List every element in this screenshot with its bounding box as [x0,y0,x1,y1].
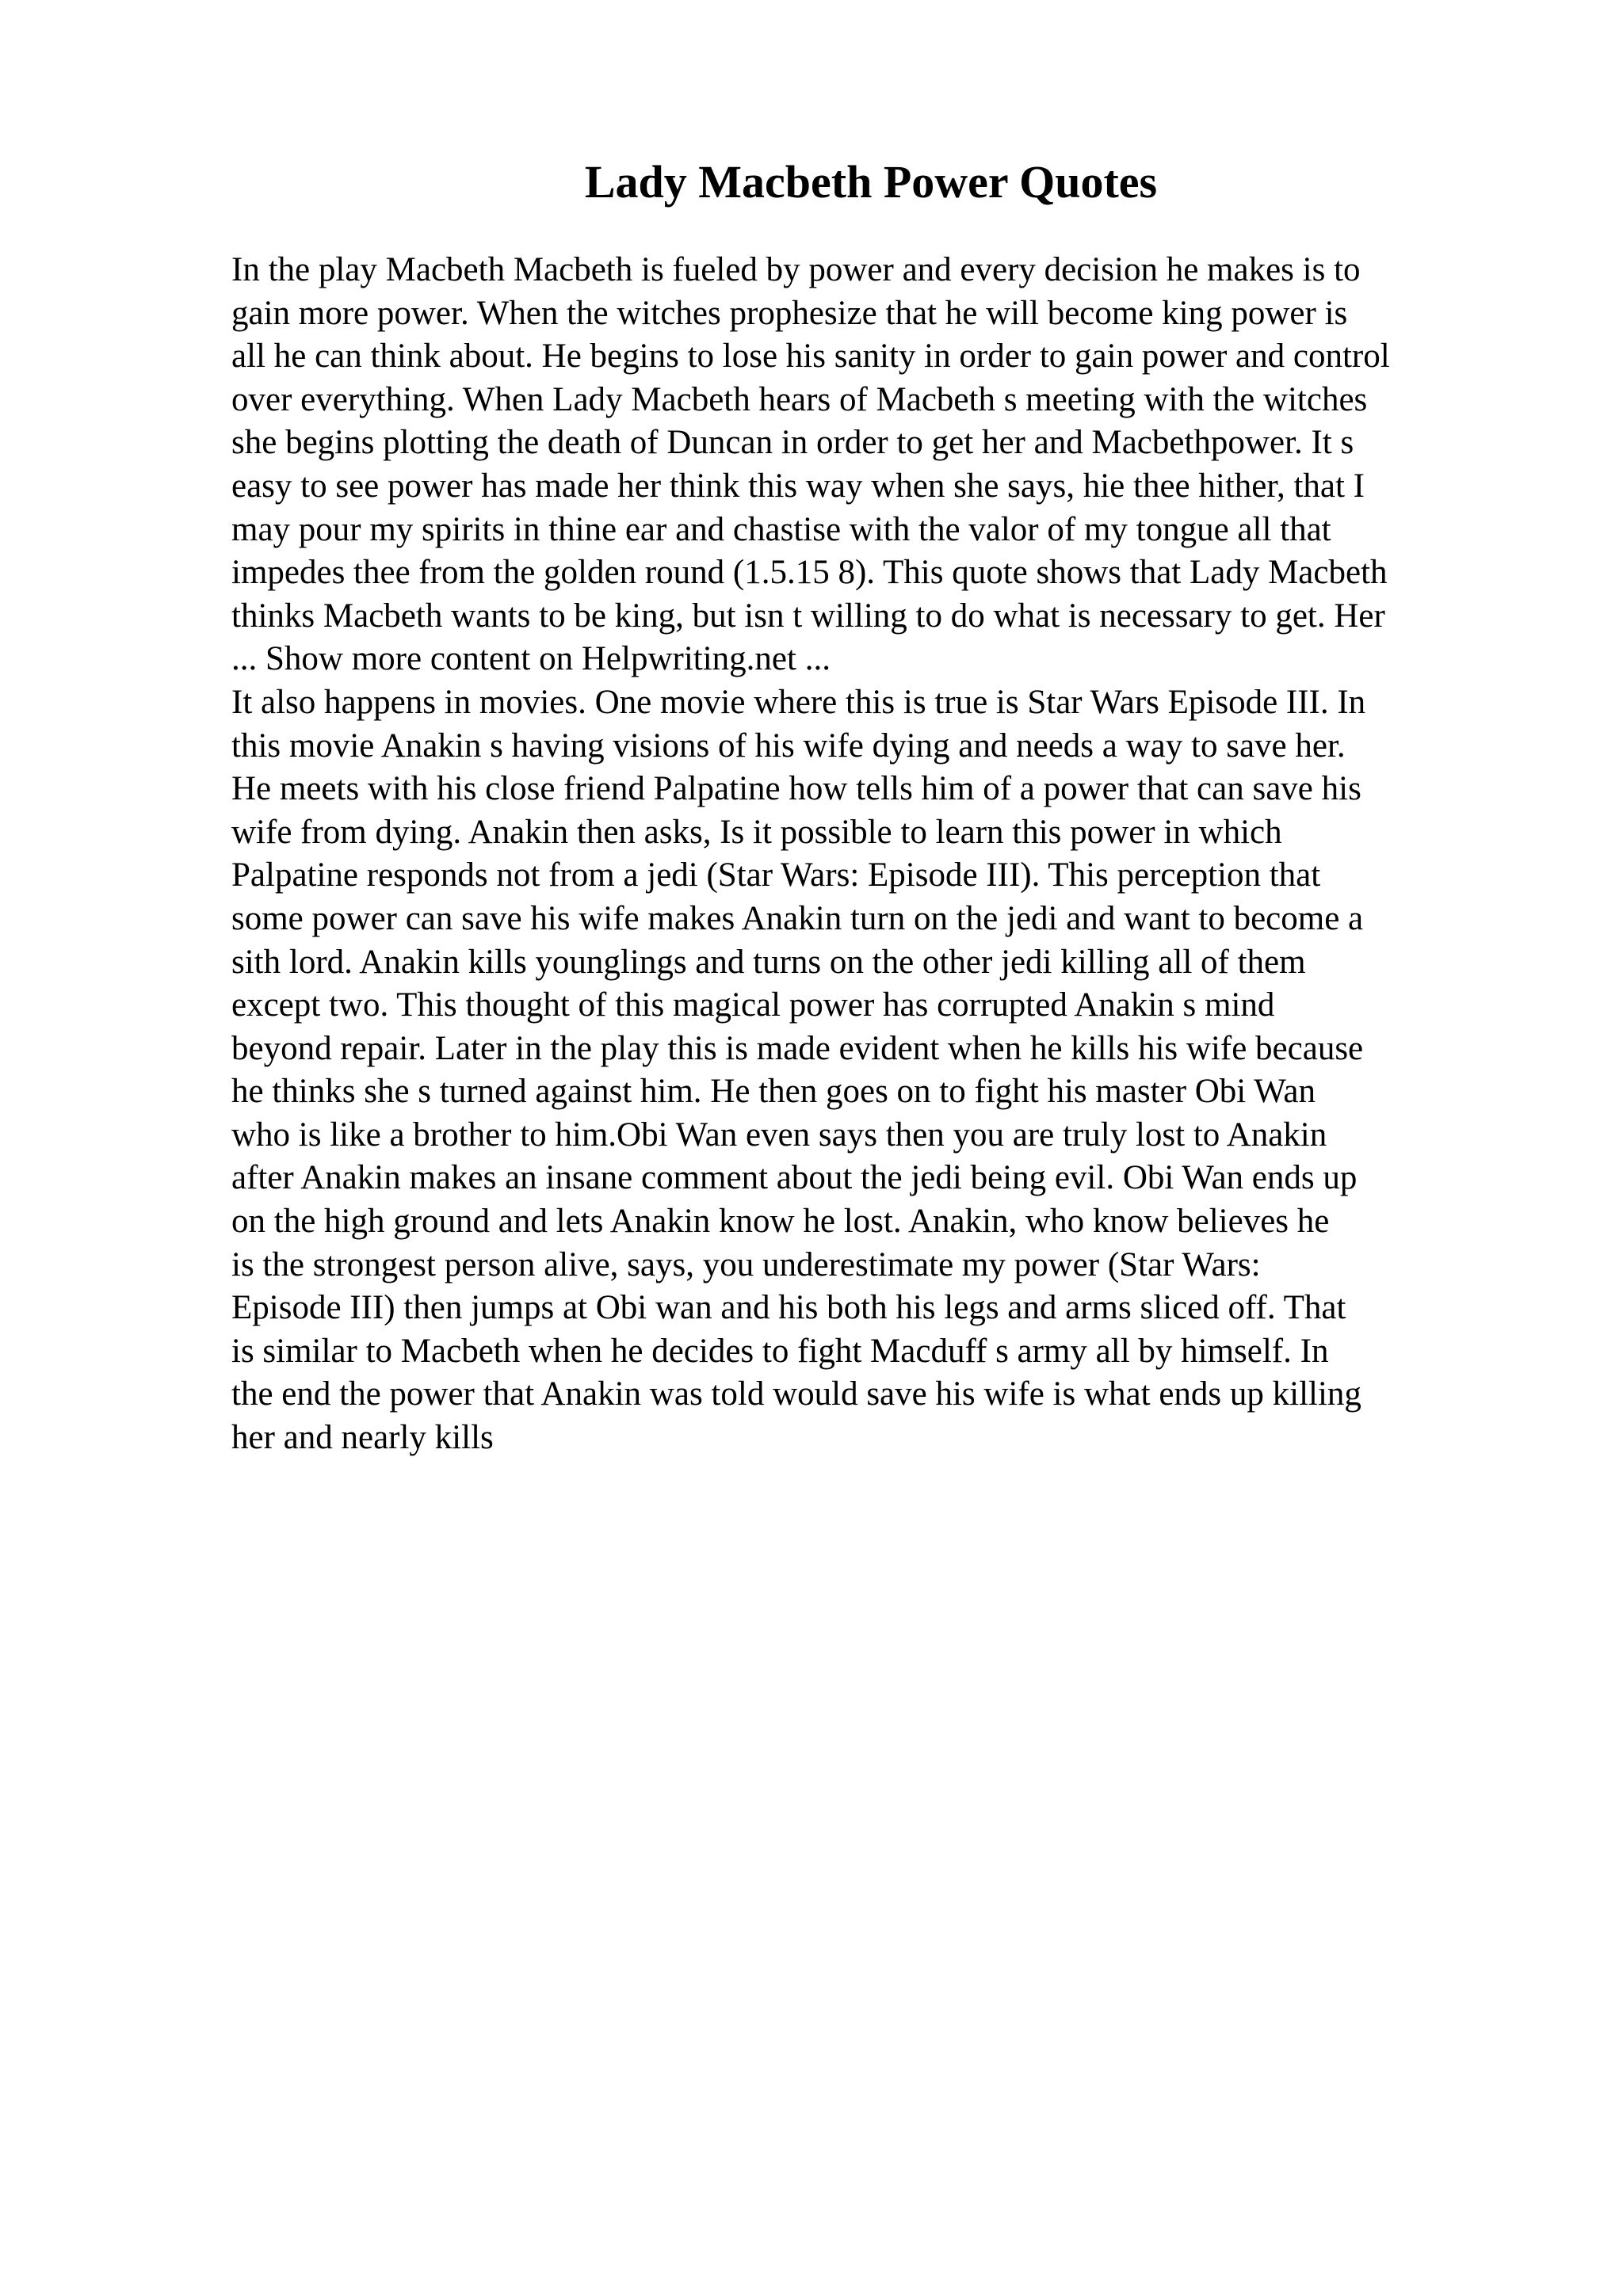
body-line: is similar to Macbeth when he decides to fight Macduff s army all by himself. In [231,1332,1329,1370]
document-title: Lady Macbeth Power Quotes [584,156,1158,208]
body-line: over everything. When Lady Macbeth hears of Macbeth s meeting with the witches [231,380,1368,418]
body-line: gain more power. When the witches prophesize that he will become king power is [231,294,1348,332]
body-line: some power can save his wife makes Anakin turn on the jedi and want to become a [231,899,1364,937]
body-line: Episode III) then jumps at Obi wan and his both his legs and arms sliced off. That [231,1289,1346,1327]
show-more-line: ... Show more content on Helpwriting.net ... [231,640,831,678]
body-line: who is like a brother to him.Obi Wan even says then you are truly lost to Anakin [231,1116,1327,1154]
body-line: Palpatine responds not from a jedi (Star Wars: Episode III). This perception that [231,856,1321,894]
body-line: except two. This thought of this magical power has corrupted Anakin s mind [231,986,1275,1024]
body-line: thinks Macbeth wants to be king, but isn t willing to do what is necessary to get. Her [231,597,1385,635]
body-line: on the high ground and lets Anakin know he lost. Anakin, who know believes he [231,1203,1330,1241]
body-line: her and nearly kills [231,1419,494,1457]
body-line: In the play Macbeth Macbeth is fueled by power and every decision he makes is to [231,251,1361,288]
body-line: easy to see power has made her think this way when she says, hie thee hither, that I [231,467,1365,505]
body-line: sith lord. Anakin kills younglings and turns on the other jedi killing all of them [231,943,1306,981]
body-line: she begins plotting the death of Duncan in order to get her and Macbethpower. It s [231,424,1354,462]
body-line: after Anakin makes an insane comment about the jedi being evil. Obi Wan ends up [231,1159,1358,1197]
body-line: all he can think about. He begins to lose his sanity in order to gain power and control [231,338,1390,376]
document-body [231,249,1499,1460]
body-line: is the strongest person alive, says, you underestimate my power (Star Wars: [231,1245,1261,1283]
body-line: he thinks she s turned against him. He then goes on to fight his master Obi Wan [231,1073,1316,1111]
body-line: wife from dying. Anakin then asks, Is it possible to learn this power in which [231,813,1282,851]
body-line: this movie Anakin s having visions of his wife dying and needs a way to save her. [231,727,1346,765]
body-line: impedes thee from the golden round (1.5.15 8). This quote shows that Lady Macbeth [231,554,1388,592]
body-line: It also happens in movies. One movie where this is true is Star Wars Episode III. In [231,683,1366,721]
body-line: He meets with his close friend Palpatine how tells him of a power that can save his [231,770,1361,808]
body-line: beyond repair. Later in the play this is made evident when he kills his wife because [231,1029,1364,1067]
body-line: may pour my spirits in thine ear and chastise with the valor of my tongue all that [231,510,1331,548]
body-line: the end the power that Anakin was told would save his wife is what ends up killing [231,1375,1361,1413]
